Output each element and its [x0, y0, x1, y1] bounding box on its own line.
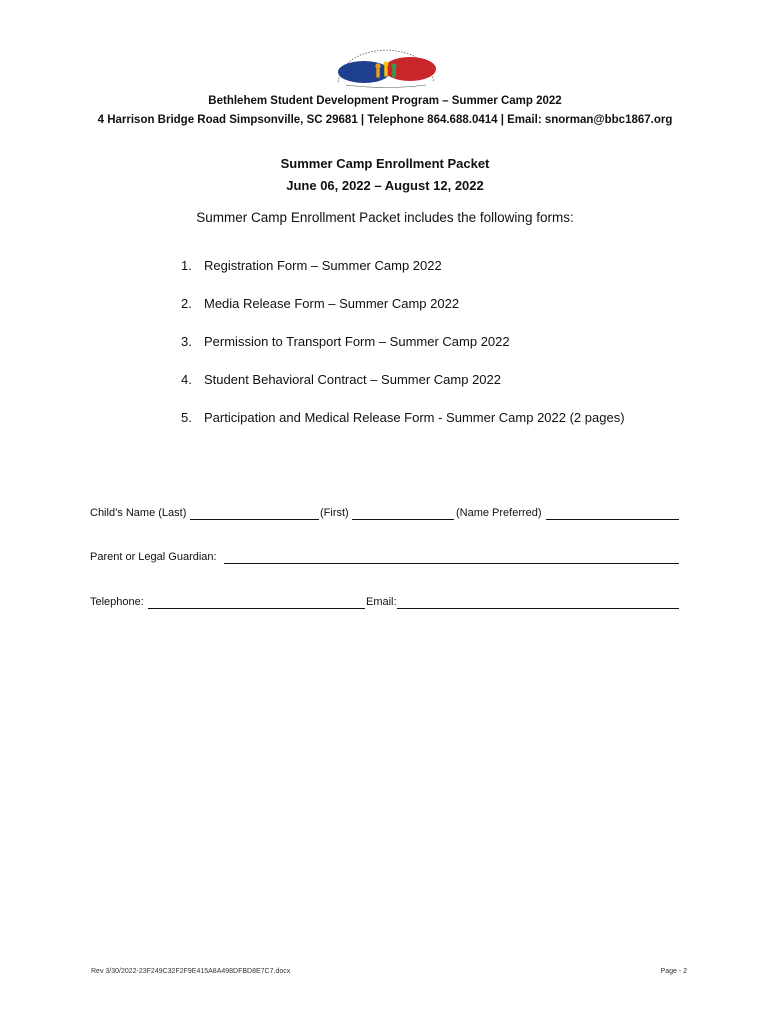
guardian-field[interactable]: [224, 551, 679, 564]
child-first-name-field[interactable]: [352, 507, 454, 520]
intro-text: Summer Camp Enrollment Packet includes the following forms:: [196, 210, 574, 225]
email-label: Email:: [366, 596, 397, 608]
page-number: Page - 2: [660, 968, 687, 975]
camp-dates: June 06, 2022 – August 12, 2022: [286, 178, 484, 193]
program-title: Bethlehem Student Development Program – Summer Camp 2022: [208, 95, 562, 107]
list-item: [181, 372, 625, 410]
guardian-label: Parent or Legal Guardian:: [90, 551, 217, 563]
email-field[interactable]: [397, 596, 679, 609]
item-number: 4.: [181, 372, 192, 387]
telephone-label: Telephone:: [90, 596, 144, 608]
list-item: [181, 258, 625, 296]
item-number: 5.: [181, 410, 192, 425]
program-address: 4 Harrison Bridge Road Simpsonville, SC 29681 | Telephone 864.688.0414 | Email: snorman@bbc1867.org: [97, 114, 673, 126]
program-logo: [330, 44, 442, 90]
telephone-field[interactable]: [148, 596, 365, 609]
child-preferred-name-field[interactable]: [546, 507, 679, 520]
list-item: [181, 296, 625, 334]
item-label: Participation and Medical Release Form - Summer Camp 2022 (2 pages): [204, 410, 625, 425]
child-last-name-field[interactable]: [190, 507, 319, 520]
item-number: 2.: [181, 296, 192, 311]
revision-note: Rev 3/30/2022-23F249C32F2F9E415A8A498DFBD8E7C7.docx: [91, 968, 291, 975]
item-label: Registration Form – Summer Camp 2022: [204, 258, 442, 273]
child-last-name-label: Child’s Name (Last): [90, 507, 187, 519]
child-preferred-name-label: (Name Preferred): [456, 507, 542, 519]
forms-list: [181, 258, 625, 448]
item-number: 1.: [181, 258, 192, 273]
list-item: [181, 410, 625, 448]
item-label: Student Behavioral Contract – Summer Camp 2022: [204, 372, 501, 387]
child-first-name-label: (First): [320, 507, 349, 519]
list-item: [181, 334, 625, 372]
packet-title: Summer Camp Enrollment Packet: [280, 156, 490, 171]
item-label: Permission to Transport Form – Summer Camp 2022: [204, 334, 510, 349]
item-label: Media Release Form – Summer Camp 2022: [204, 296, 460, 311]
item-number: 3.: [181, 334, 192, 349]
